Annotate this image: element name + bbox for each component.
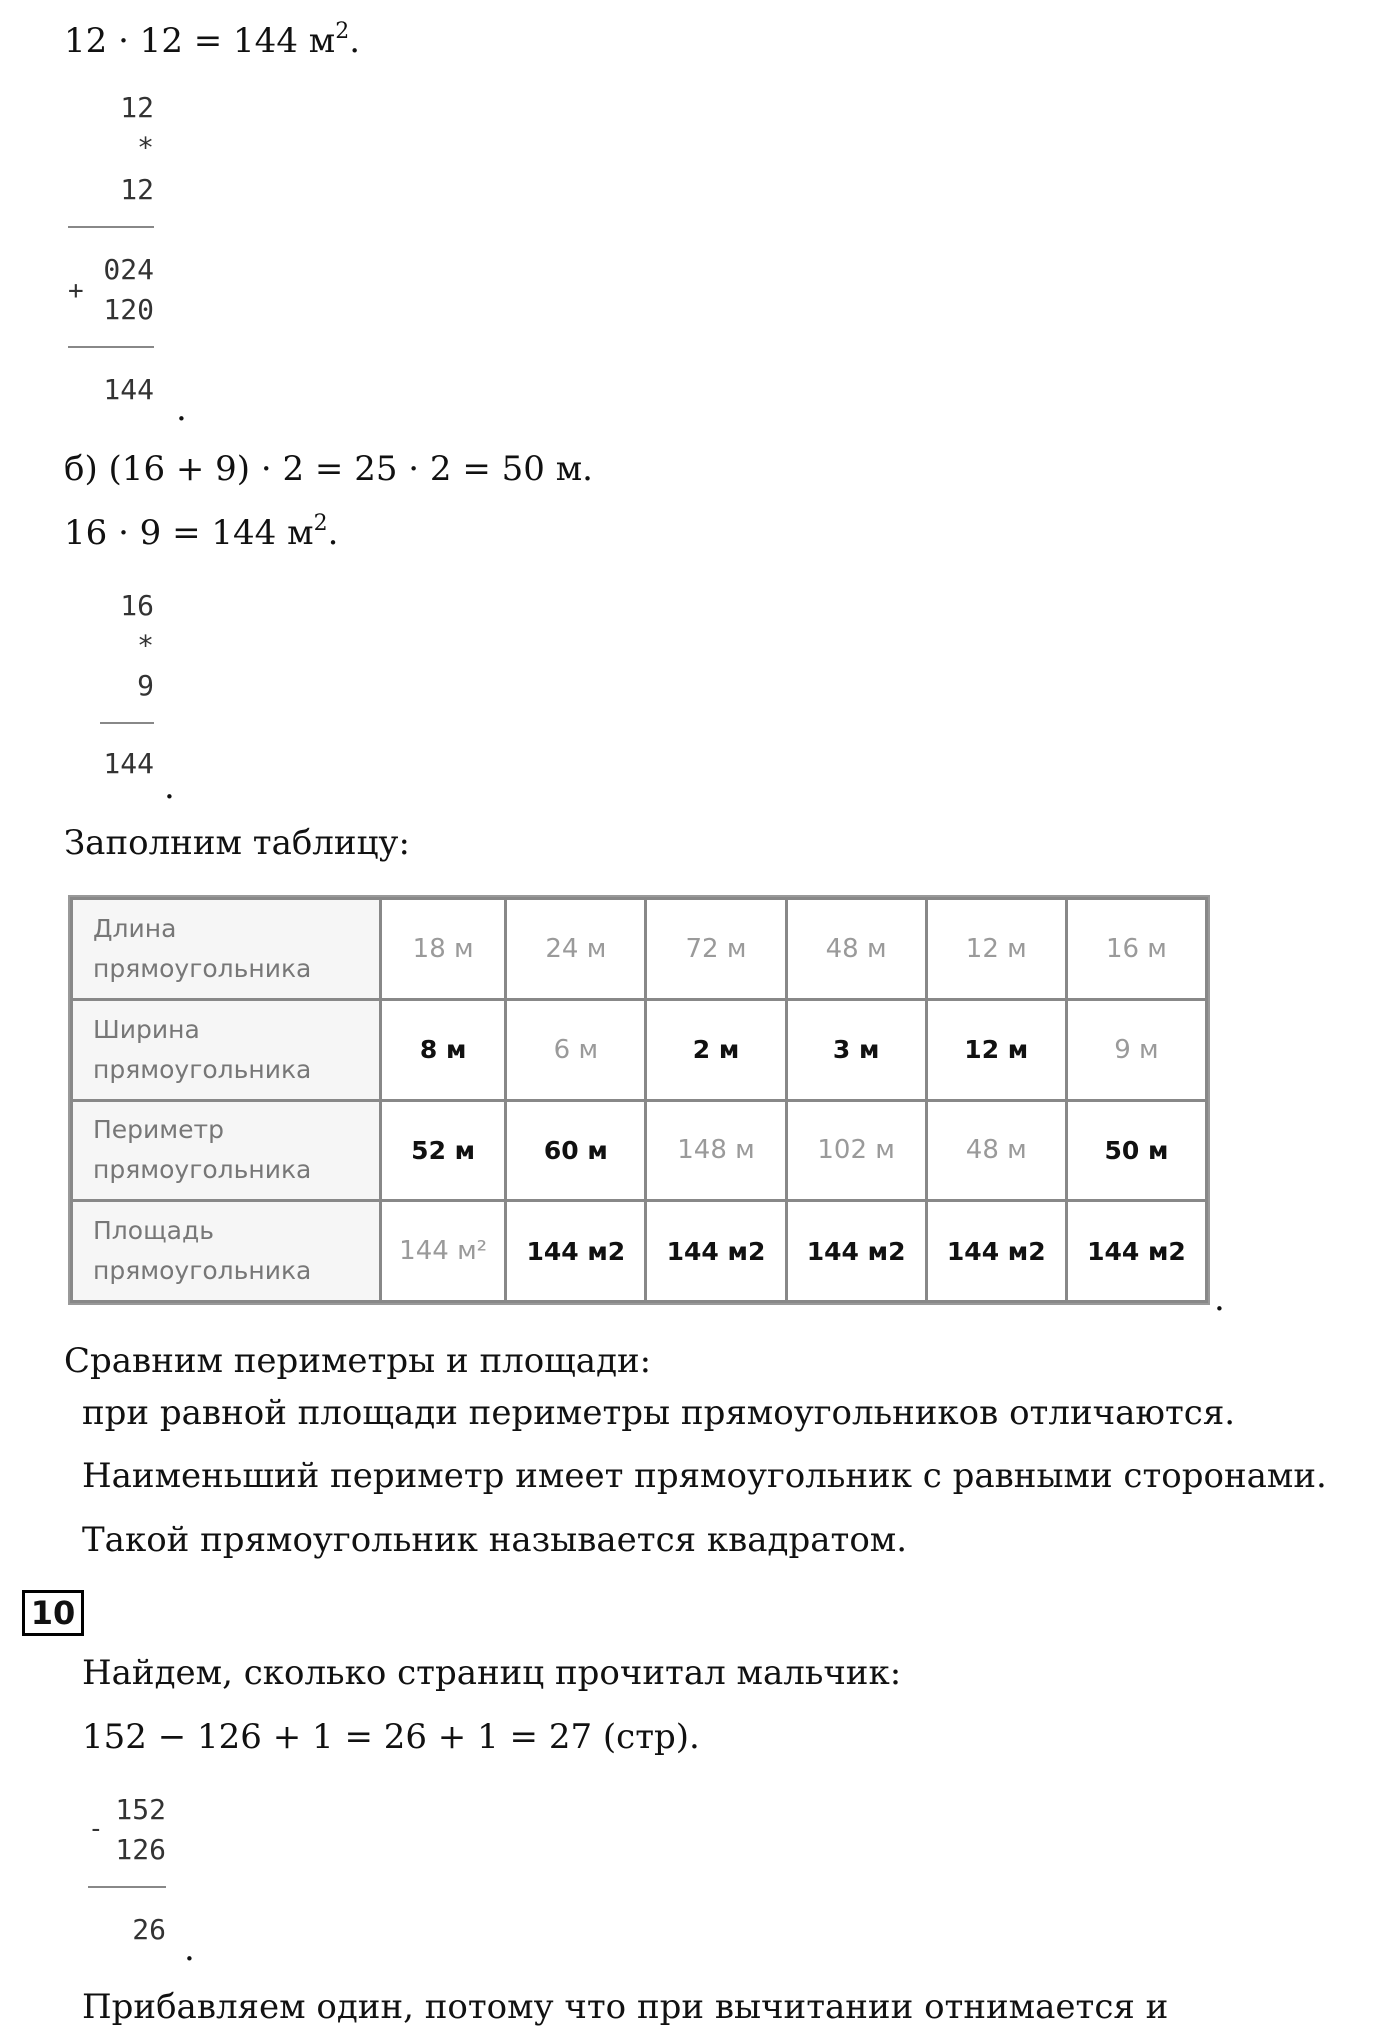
row-header-length: Длина прямоугольника [72, 899, 381, 1000]
calc1-plus-sign: + [68, 276, 84, 306]
task10-explanation: Прибавляем один, потому что при вычитании отнимается и [82, 1987, 1169, 2027]
table-cell: 8 м [381, 999, 506, 1100]
rectangle-table [70, 897, 1208, 1303]
table-cell: 148 м [646, 1100, 786, 1201]
table-cell: 24 м [506, 899, 646, 1000]
table-cell: 144 м² [381, 1201, 506, 1302]
calc2-operand-a: 16 [120, 589, 154, 622]
row-header-perimeter: Периметр прямоугольника [72, 1100, 381, 1201]
compare-heading: Сравним периметры и площади: [64, 1341, 652, 1381]
table-cell: 144 м2 [926, 1201, 1066, 1302]
calc1-rule-2 [68, 346, 154, 348]
equation-12x12: 12 · 12 = 144 $м^2$. [64, 19, 361, 61]
table-row-width [72, 999, 1207, 1100]
equation-area-b: 16 · 9 = 144 $м^2$. [64, 511, 339, 553]
calc1-operand-a: 12 [120, 91, 154, 124]
task-number-badge: 10 [22, 1590, 84, 1636]
table-cell: 16 м [1066, 899, 1206, 1000]
table-row-area [72, 1201, 1207, 1302]
calc2-result: 144 [103, 747, 154, 780]
table-cell: 12 м [926, 899, 1066, 1000]
table-cell: 144 м2 [1066, 1201, 1206, 1302]
calc2-operand-b: 9 [137, 669, 154, 702]
table-cell: 2 м [646, 999, 786, 1100]
calc1-operand-b: 12 [120, 173, 154, 206]
table-cell: 48 м [786, 899, 926, 1000]
table-cell: 9 м [1066, 999, 1206, 1100]
table-row-length [72, 899, 1207, 1000]
equation-perimeter-b: б) (16 + 9) · 2 = 25 · 2 = 50 м. [64, 449, 593, 489]
calc1-result: 144 [103, 373, 154, 406]
table-cell: 144 м2 [646, 1201, 786, 1302]
calc3-operand-b: 126 [115, 1833, 166, 1866]
calc1-operator: * [137, 131, 154, 164]
calc1-partial-1: 024 [103, 253, 154, 286]
calc2-end-dot: . [164, 767, 175, 807]
compare-line-2: Наименьший периметр имеет прямоугольник с равными сторонами. [82, 1456, 1327, 1496]
table-cell: 18 м [381, 899, 506, 1000]
compare-line-1: при равной площади периметры прямоугольников отличаются. [82, 1393, 1236, 1433]
table-cell: 144 м2 [786, 1201, 926, 1302]
row-header-area: Площадь прямоугольника [72, 1201, 381, 1302]
calc1-end-dot: . [176, 389, 187, 429]
calc3-end-dot: . [184, 1929, 195, 1969]
table-row-perimeter [72, 1100, 1207, 1201]
table-cell: 50 м [1066, 1100, 1206, 1201]
table-cell: 48 м [926, 1100, 1066, 1201]
row-header-width: Ширина прямоугольника [72, 999, 381, 1100]
task10-equation: 152 − 126 + 1 = 26 + 1 = 27 (стр). [82, 1717, 700, 1757]
table-cell: 60 м [506, 1100, 646, 1201]
calc1-partial-2: 120 [103, 293, 154, 326]
fill-table-heading: Заполним таблицу: [64, 823, 410, 863]
calc2-operator: * [137, 629, 154, 662]
calc3-operand-a: 152 [115, 1793, 166, 1826]
table-cell: 3 м [786, 999, 926, 1100]
table-end-dot: . [1214, 1279, 1225, 1319]
calc3-rule [88, 1886, 166, 1888]
calc3-minus-sign: - [88, 1814, 104, 1844]
calc3-result: 26 [132, 1913, 166, 1946]
table-cell: 102 м [786, 1100, 926, 1201]
table-cell: 72 м [646, 899, 786, 1000]
table-cell: 6 м [506, 999, 646, 1100]
calc2-rule [100, 722, 154, 724]
table-cell: 12 м [926, 999, 1066, 1100]
task10-line-1: Найдем, сколько страниц прочитал мальчик: [82, 1653, 902, 1693]
table-cell: 52 м [381, 1100, 506, 1201]
table-cell: 144 м2 [506, 1201, 646, 1302]
calc1-rule-1 [68, 226, 154, 228]
compare-line-3: Такой прямоугольник называется квадратом. [82, 1520, 908, 1560]
